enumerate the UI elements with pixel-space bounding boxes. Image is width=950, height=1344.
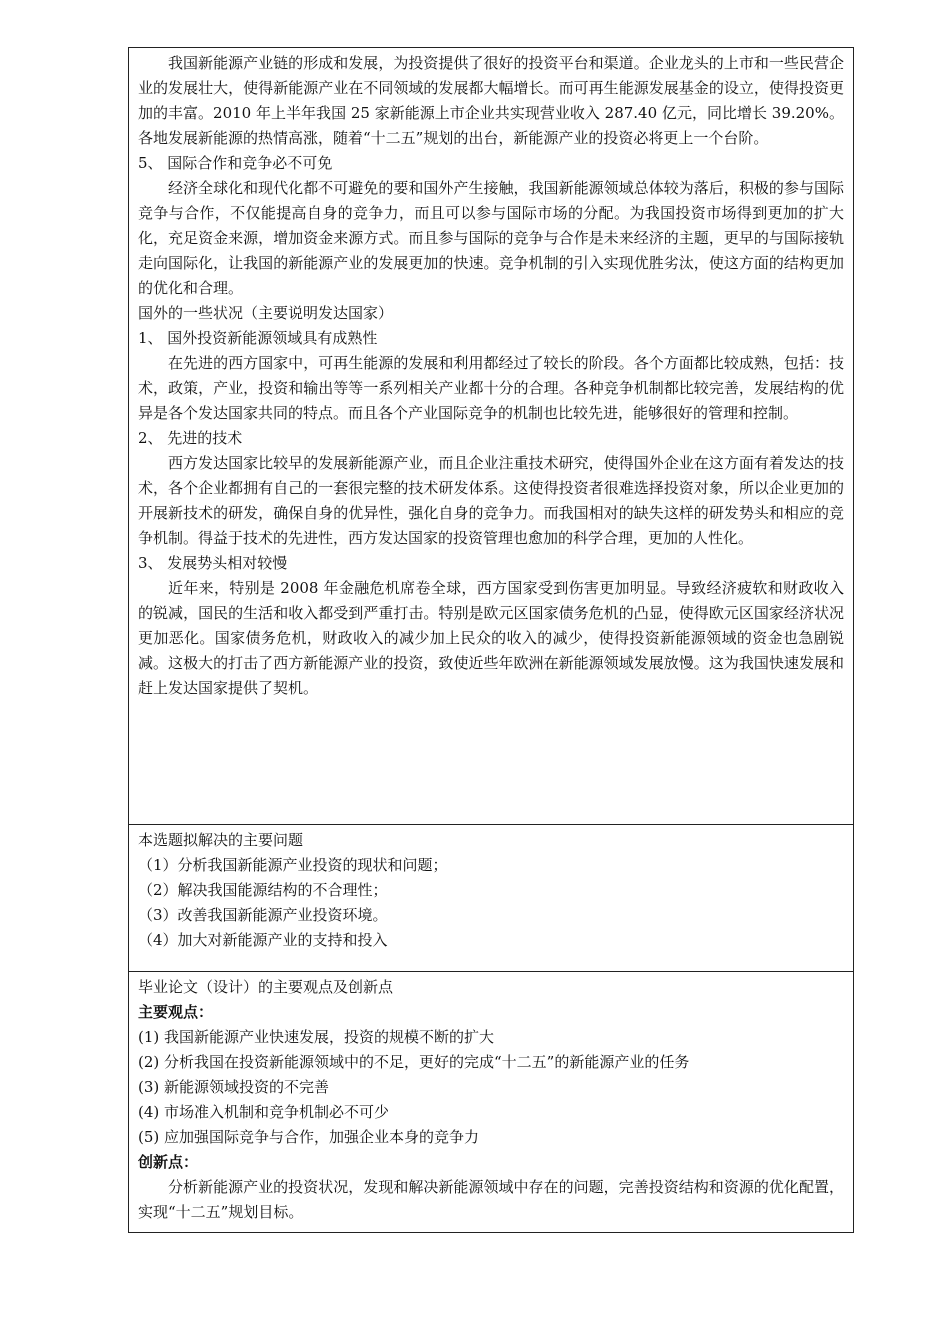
view-item: (2) 分析我国在投资新能源领域中的不足，更好的完成“十二五”的新能源产业的任务 bbox=[138, 1053, 690, 1071]
view-item: (3) 新能源领域投资的不完善 bbox=[138, 1078, 330, 1096]
research-background-cell bbox=[128, 47, 854, 824]
paragraph-foreign-maturity: 在先进的西方国家中，可再生能源的发展和利用都经过了较长的阶段。各个方面都比较成熟，包括：技术，政策，产业，投资和输出等等一系列相关产业都十分的合理。各种竞争机制都比较完善，发展结构的优异是各个发达国家共同的特点。而且各个产业国际竞争的机制也比较先进，能够很好的管理和控制。 bbox=[138, 354, 844, 422]
intro-paragraph: 我国新能源产业链的形成和发展，为投资提供了很好的投资平台和渠道。企业龙头的上市和一些民营企业的发展壮大，使得新能源产业在不同领域的发展都大幅增长。而可再生能源发展基金的设立，使得投资更加的丰富。2010 年上半年我国 25 家新能源上市企业共实现营业收入 287.40 亿元，同比增长 39.20%。各地发展新能源的热情高涨，随着“十二五”规划的出台，新能源产业的投资必将更上一个台阶。 bbox=[138, 54, 844, 147]
heading-international-cooperation: 5、 国际合作和竞争必不可免 bbox=[138, 154, 333, 172]
views-innovation-cell bbox=[128, 971, 854, 1233]
main-problems-cell bbox=[128, 824, 854, 971]
foreign-situation-heading: 国外的一些状况（主要说明发达国家） bbox=[138, 304, 394, 322]
view-item: (4) 市场准入机制和竞争机制必不可少 bbox=[138, 1103, 390, 1121]
innovation-label: 创新点： bbox=[138, 1153, 199, 1171]
problem-item: （2）解决我国能源结构的不合理性； bbox=[138, 881, 388, 899]
heading-slow-development: 3、 发展势头相对较慢 bbox=[138, 554, 288, 572]
problem-item: （4）加大对新能源产业的支持和投入 bbox=[138, 931, 388, 949]
heading-foreign-maturity: 1、 国外投资新能源领域具有成熟性 bbox=[138, 329, 378, 347]
paragraph-advanced-technology: 西方发达国家比较早的发展新能源产业，而且企业注重技术研究，使得国外企业在这方面有着发达的技术，各个企业都拥有自己的一套很完整的技术研发体系。这使得投资者很难选择投资对象，所以企业更加的开展新技术的研发，确保自身的优异性，强化自身的竞争力。而我国相对的缺失这样的研发势头和相应的竞争机制。得益于技术的先进性，西方发达国家的投资管理也愈加的科学合理，更加的人性化。 bbox=[138, 454, 844, 547]
innovation-paragraph: 分析新能源产业的投资状况，发现和解决新能源领域中存在的问题，完善投资结构和资源的优化配置，实现“十二五”规划目标。 bbox=[138, 1178, 844, 1221]
view-item: (5) 应加强国际竞争与合作，加强企业本身的竞争力 bbox=[138, 1128, 480, 1146]
view-item: (1) 我国新能源产业快速发展，投资的规模不断的扩大 bbox=[138, 1028, 495, 1046]
main-problems-title: 本选题拟解决的主要问题 bbox=[138, 831, 304, 849]
form-table bbox=[128, 47, 854, 1233]
paragraph-international-cooperation: 经济全球化和现代化都不可避免的要和国外产生接触，我国新能源领域总体较为落后，积极的参与国际竞争与合作，不仅能提高自身的竞争力，而且可以参与国际市场的分配。为我国投资市场得到更加的扩大化，充足资金来源，增加资金来源方式。而且参与国际的竞争与合作是未来经济的主题，更早的与国际接轨走向国际化，让我国的新能源产业的发展更加的快速。竞争机制的引入实现优胜劣汰，使这方面的结构更加的优化和合理。 bbox=[138, 179, 844, 297]
paragraph-slow-development: 近年来，特别是 2008 年金融危机席卷全球，西方国家受到伤害更加明显。导致经济疲软和财政收入的锐减，国民的生活和收入都受到严重打击。特别是欧元区国家债务危机的凸显，使得欧元区国家经济状况更加恶化。国家债务危机，财政收入的减少加上民众的收入的减少，使得投资新能源领域的资金也急剧锐减。这极大的打击了西方新能源产业的投资，致使近些年欧洲在新能源领域发展放慢。这为我国快速发展和赶上发达国家提供了契机。 bbox=[138, 579, 844, 697]
problem-item: （1）分析我国新能源产业投资的现状和问题； bbox=[138, 856, 448, 874]
heading-advanced-technology: 2、 先进的技术 bbox=[138, 429, 243, 447]
views-innovation-title: 毕业论文（设计）的主要观点及创新点 bbox=[138, 978, 394, 996]
problem-item: （3）改善我国新能源产业投资环境。 bbox=[138, 906, 388, 924]
main-views-label: 主要观点： bbox=[138, 1003, 214, 1021]
